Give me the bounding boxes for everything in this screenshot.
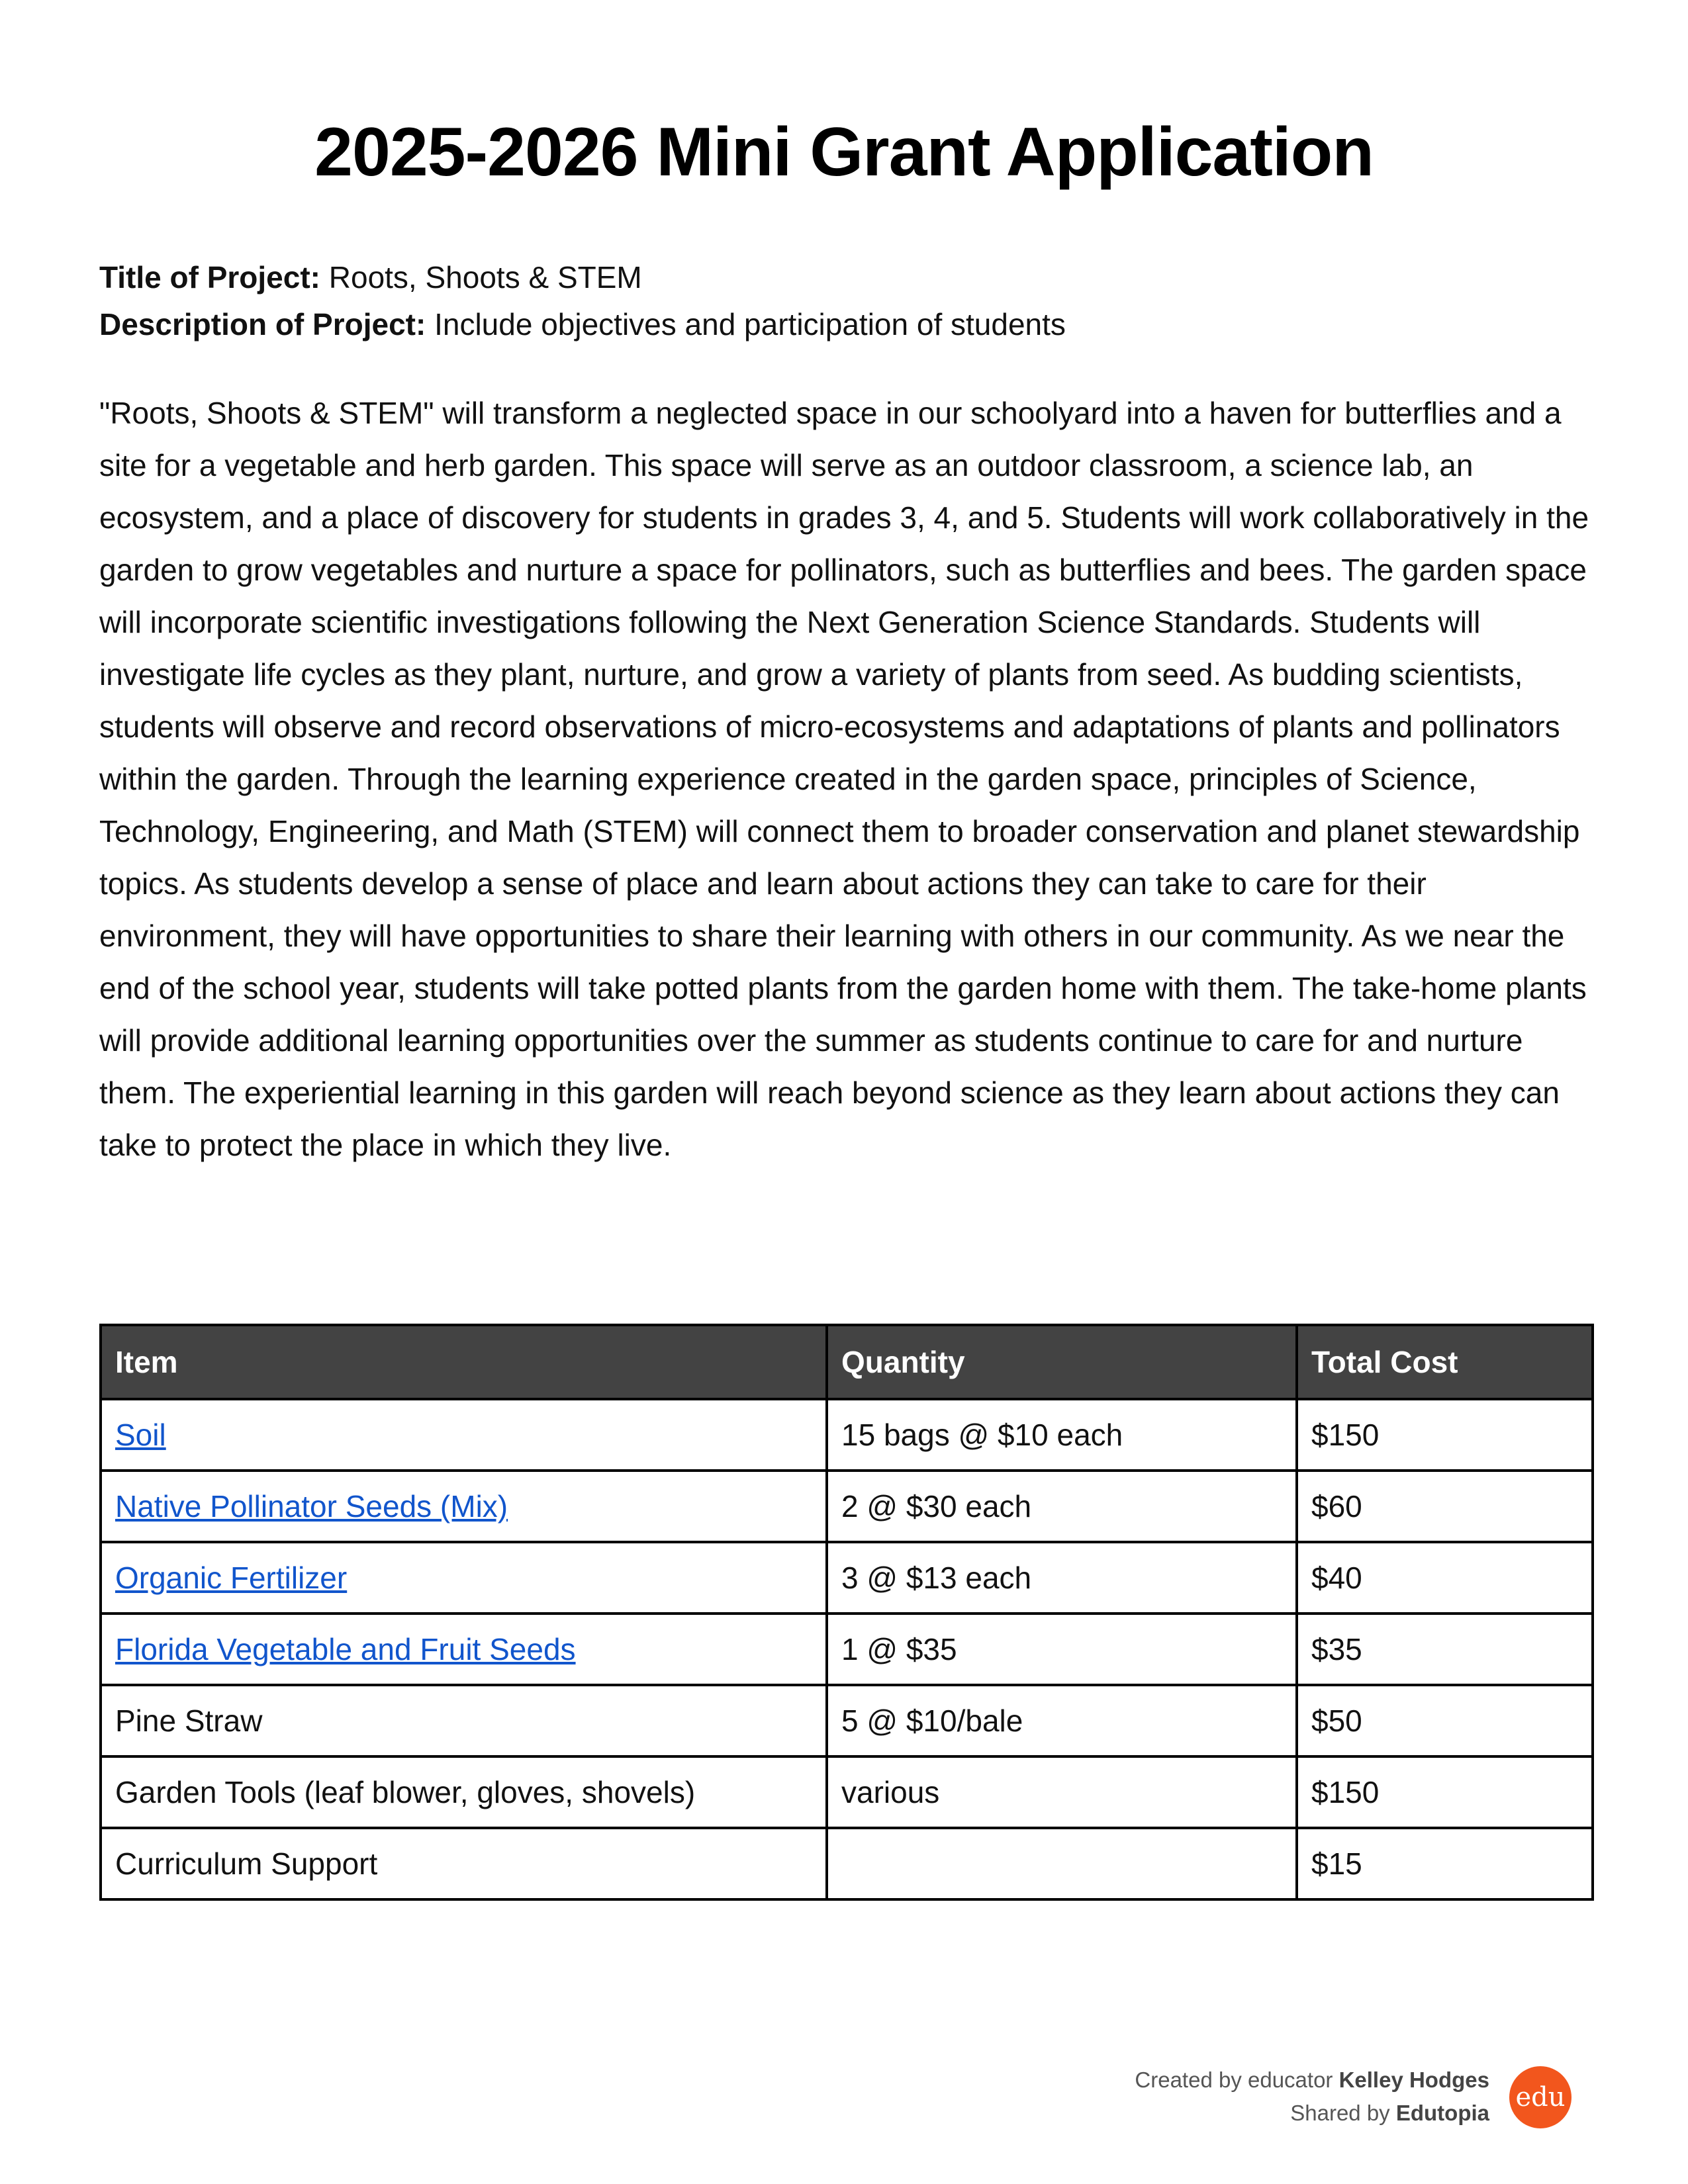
project-title-label: Title of Project: — [99, 260, 320, 295]
project-description-value: Include objectives and participation of students — [434, 307, 1066, 341]
quantity-cell: 5 @ $10/bale — [827, 1685, 1297, 1756]
budget-table — [99, 1324, 1594, 1901]
quantity-cell: 1 @ $35 — [827, 1614, 1297, 1685]
quantity-cell: 3 @ $13 each — [827, 1542, 1297, 1614]
header-item: Item — [101, 1325, 827, 1399]
footer-credits — [1135, 2064, 1489, 2130]
shared-by-line — [1135, 2097, 1489, 2130]
shared-by-prefix: Shared by — [1290, 2101, 1396, 2125]
header-quantity: Quantity — [827, 1325, 1297, 1399]
item-cell: Garden Tools (leaf blower, gloves, shovels) — [101, 1756, 827, 1828]
total-cost-cell: $60 — [1297, 1471, 1593, 1542]
author-name: Kelley Hodges — [1338, 2068, 1489, 2092]
table-row — [101, 1471, 1593, 1542]
item-link-native-pollinator-seeds[interactable]: Native Pollinator Seeds (Mix) — [115, 1489, 508, 1524]
table-row — [101, 1828, 1593, 1899]
project-description-label: Description of Project: — [99, 307, 426, 341]
project-meta — [99, 254, 1589, 348]
quantity-cell: 15 bags @ $10 each — [827, 1399, 1297, 1471]
total-cost-cell: $40 — [1297, 1542, 1593, 1614]
total-cost-cell: $35 — [1297, 1614, 1593, 1685]
item-cell: Pine Straw — [101, 1685, 827, 1756]
table-row — [101, 1399, 1593, 1471]
table-row — [101, 1542, 1593, 1614]
total-cost-cell: $150 — [1297, 1756, 1593, 1828]
item-cell — [101, 1399, 827, 1471]
item-link-florida-seeds[interactable]: Florida Vegetable and Fruit Seeds — [115, 1632, 576, 1666]
project-title-value: Roots, Shoots & STEM — [328, 260, 642, 295]
item-cell: Curriculum Support — [101, 1828, 827, 1899]
item-link-soil[interactable]: Soil — [115, 1418, 166, 1452]
edutopia-logo-icon: edu — [1509, 2066, 1571, 2128]
project-description-row — [99, 301, 1589, 348]
publisher-name: Edutopia — [1395, 2101, 1489, 2125]
project-title-row — [99, 254, 1589, 301]
created-by-prefix: Created by educator — [1135, 2068, 1339, 2092]
total-cost-cell: $150 — [1297, 1399, 1593, 1471]
page-title: 2025-2026 Mini Grant Application — [314, 114, 1374, 191]
item-link-organic-fertilizer[interactable]: Organic Fertilizer — [115, 1561, 348, 1595]
quantity-cell: various — [827, 1756, 1297, 1828]
project-description-paragraph: "Roots, Shoots & STEM" will transform a neglected space in our schoolyard into a haven for butterflies and a site for a vegetable and herb garden. This space will serve as an outdoor classroom, a science lab, an ecosystem, and a place of discovery for students in grades 3, 4, and 5. Students will work collaboratively in the garden to grow vegetables and nurture a space for pollinators, such as butterflies and bees. The garden space will incorporate scientific investigations following the Next Generation Science Standards. Students will investigate life cycles as they plant, nurture, and grow a variety of plants from seed. As budding scientists, students will observe and record observations of micro-ecosystems and adaptations of plants and pollinators within the garden. Through the learning experience created in the garden space, principles of Science, Technology, Engineering, and Math (STEM) will connect them to broader conservation and planet stewardship topics. As students develop a sense of place and learn about actions they can take to care for their environment, they will have opportunities to share their learning with others in our community. As we near the end of the school year, students will take potted plants from the garden home with them. The take-home plants will provide additional learning opportunities over the summer as students continue to care for and nurture them. The experiential learning in this garden will reach beyond science as they learn about actions they can take to protect the place in which they live. — [99, 396, 1589, 1162]
header-total-cost: Total Cost — [1297, 1325, 1593, 1399]
quantity-cell — [827, 1828, 1297, 1899]
table-row — [101, 1685, 1593, 1756]
table-row — [101, 1756, 1593, 1828]
total-cost-cell: $15 — [1297, 1828, 1593, 1899]
created-by-line — [1135, 2064, 1489, 2097]
quantity-cell: 2 @ $30 each — [827, 1471, 1297, 1542]
table-row — [101, 1614, 1593, 1685]
total-cost-cell: $50 — [1297, 1685, 1593, 1756]
item-cell — [101, 1614, 827, 1685]
item-cell — [101, 1542, 827, 1614]
item-cell — [101, 1471, 827, 1542]
budget-header-row — [101, 1325, 1593, 1399]
